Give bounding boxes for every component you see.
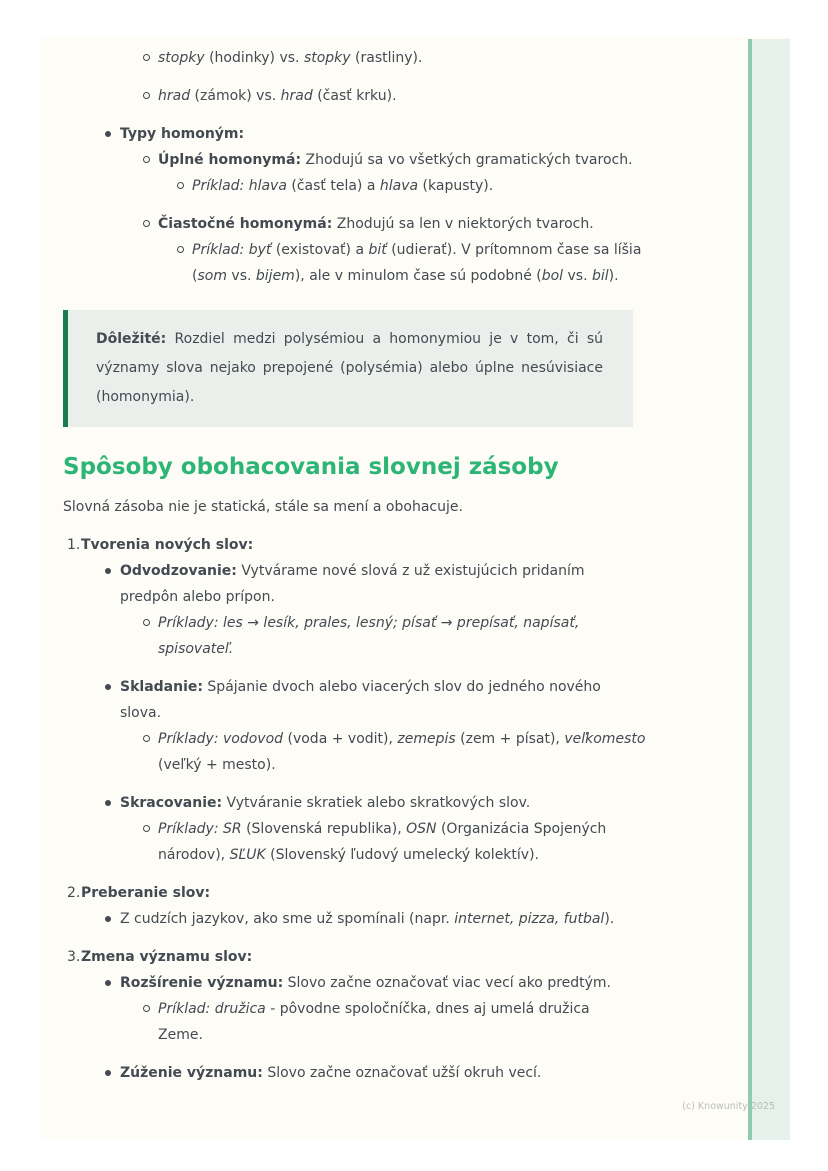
text-run: Zmena významu slov:: [81, 949, 253, 965]
text-run: Spájanie dvoch alebo viacerých slov do jedného nového: [202, 679, 601, 695]
list-item-text: [81, 537, 253, 553]
text-run: bol: [541, 268, 564, 284]
text-run: Príklad: hlava: [192, 178, 287, 194]
text-run: bil: [592, 268, 609, 284]
text-run: (existovať) a: [271, 242, 369, 258]
list-item: [63, 558, 710, 610]
bullet-circle-icon: [143, 816, 150, 832]
text-run: SĽUK: [229, 847, 266, 863]
list-item: [63, 45, 710, 71]
list-item-text: [158, 821, 606, 863]
bullet-disc-icon: [105, 558, 111, 574]
list-item-text: [120, 975, 611, 991]
list-item: [63, 211, 710, 237]
list-item-text: [158, 216, 594, 232]
text-run: Úplné homonymá:: [158, 152, 302, 168]
text-run: bijem: [255, 268, 295, 284]
list-item: [63, 880, 710, 906]
list-item: [63, 726, 710, 778]
list-item: [63, 147, 710, 173]
text-run: Preberanie slov:: [81, 885, 211, 901]
bullet-circle-icon: [143, 726, 150, 742]
text-run: Rozšírenie významu:: [120, 975, 284, 991]
list-item-text: [120, 563, 585, 605]
list-item: [63, 906, 710, 932]
list-item-text: [120, 795, 530, 811]
text-run: Vytvárame nové slová z už existujúcich pridaním: [236, 563, 585, 579]
text-run: (zámok) vs.: [190, 88, 281, 104]
text-run: Príklad: byť: [192, 242, 272, 258]
text-run: hlava: [379, 178, 419, 194]
text-run: Zeme.: [158, 1027, 203, 1043]
text-run: Príklady: les → lesík, prales, lesný; písať → prepísať, napísať,: [158, 615, 580, 631]
document-content: [40, 37, 790, 1140]
list-item: [63, 121, 710, 147]
list-item-text: [120, 126, 244, 142]
list-item-text: [158, 50, 422, 66]
text-run: (Slovenská republika),: [241, 821, 407, 837]
list-item-text: [158, 615, 579, 657]
text-run: veľkomesto: [564, 731, 646, 747]
list-item-text: [81, 949, 252, 965]
list-item: [63, 532, 710, 558]
text-run: slova.: [120, 705, 162, 721]
text-run: Typy homoným:: [120, 126, 245, 142]
text-run: vs.: [226, 268, 256, 284]
bullet-circle-icon: [143, 147, 150, 163]
text-run: Zúženie významu:: [120, 1065, 263, 1081]
list-item-text: [158, 1001, 590, 1043]
paragraph: [63, 494, 710, 520]
bullet-disc-icon: [105, 121, 111, 137]
list-item: [63, 996, 710, 1048]
text-run: Rozdiel medzi polysémiou a homonymiou je v tom, či sú významy slova nejako prepojené (polysémia) alebo úplne nesúvisiace (homonymia).: [96, 331, 603, 405]
bullet-circle-icon: [143, 45, 150, 61]
text-run: Skracovanie:: [120, 795, 223, 811]
bullet-circle-icon: [143, 610, 150, 626]
text-run: hrad: [158, 88, 191, 104]
text-run: (voda + vodit),: [283, 731, 398, 747]
text-run: Čiastočné homonymá:: [158, 216, 333, 232]
text-run: (hodinky) vs.: [204, 50, 304, 66]
text-run: ), ale v minulom čase sú podobné (: [294, 268, 542, 284]
text-run: spisovateľ.: [158, 641, 234, 657]
list-block: [63, 45, 710, 289]
bullet-circle-icon: [177, 173, 184, 189]
bullet-disc-icon: [105, 674, 111, 690]
text-run: Vytváranie skratiek alebo skratkových slov.: [222, 795, 531, 811]
text-run: Slovo začne označovať viac vecí ako predtým.: [283, 975, 612, 991]
text-run: Dôležité:: [96, 331, 167, 347]
list-item: [63, 674, 710, 726]
list-item: [63, 790, 710, 816]
text-run: (veľký + mesto).: [158, 757, 276, 773]
list-item: [63, 816, 710, 868]
bullet-circle-icon: [177, 237, 184, 253]
text-run: biť: [368, 242, 387, 258]
text-run: som: [197, 268, 227, 284]
text-run: (rastliny).: [350, 50, 423, 66]
text-run: stopky: [303, 50, 351, 66]
list-item: [63, 237, 710, 289]
list-item-text: [120, 1065, 541, 1081]
text-run: Zhodujú sa vo všetkých gramatických tvaroch.: [301, 152, 633, 168]
footer-credit: (c) Knowunity 2025: [682, 1101, 775, 1112]
bullet-disc-icon: [105, 970, 111, 986]
list-item-text: [158, 152, 633, 168]
text-run: (: [192, 268, 198, 284]
text-run: Príklad: družica: [158, 1001, 266, 1017]
text-run: internet, pizza, futbal: [454, 911, 605, 927]
text-run: (udierať). V prítomnom čase sa líšia: [386, 242, 642, 258]
list-item-text: [192, 242, 641, 284]
bullet-disc-icon: [105, 790, 111, 806]
text-run: Príklady: vodovod: [158, 731, 284, 747]
text-run: stopky: [158, 50, 205, 66]
text-run: Slovná zásoba nie je statická, stále sa mení a obohacuje.: [63, 499, 463, 515]
list-item: [63, 970, 710, 996]
list-number: 2.: [67, 885, 81, 901]
section-heading: Spôsoby obohacovania slovnej zásoby: [63, 454, 559, 480]
list-item-text: [158, 88, 397, 104]
list-item: [63, 1060, 710, 1086]
list-item-text: [120, 679, 601, 721]
list-item: [63, 944, 710, 970]
bullet-circle-icon: [143, 996, 150, 1012]
list-item: [63, 173, 710, 199]
text-run: ).: [608, 268, 619, 284]
list-item: [63, 610, 710, 662]
text-run: vs.: [563, 268, 592, 284]
list-number: 1.: [67, 537, 81, 553]
text-run: OSN: [406, 821, 437, 837]
text-run: (Slovenský ľudový umelecký kolektív).: [265, 847, 539, 863]
text-run: Príklady: SR: [158, 821, 242, 837]
text-run: Zhodujú sa len v niektorých tvaroch.: [332, 216, 594, 232]
text-run: národov),: [158, 847, 230, 863]
text-run: (zem + písat),: [455, 731, 565, 747]
bullet-circle-icon: [143, 83, 150, 99]
text-run: (Organizácia Spojených: [436, 821, 607, 837]
important-callout: [63, 310, 633, 427]
text-run: ).: [604, 911, 615, 927]
text-run: zemepis: [397, 731, 456, 747]
text-run: - pôvodne spoločníčka, dnes aj umelá družica: [265, 1001, 590, 1017]
text-run: (časť krku).: [312, 88, 397, 104]
list-item: [63, 83, 710, 109]
list-block: [63, 532, 710, 1086]
bullet-circle-icon: [143, 211, 150, 227]
document-page: [40, 37, 790, 1140]
bullet-disc-icon: [105, 906, 111, 922]
text-run: hrad: [280, 88, 313, 104]
bullet-disc-icon: [105, 1060, 111, 1076]
text-run: (kapusty).: [418, 178, 494, 194]
text-run: Tvorenia nových slov:: [81, 537, 254, 553]
text-run: Slovo začne označovať užší okruh vecí.: [262, 1065, 542, 1081]
list-item-text: [158, 731, 645, 773]
list-item-text: [120, 911, 614, 927]
text-run: predpôn alebo prípon.: [120, 589, 275, 605]
list-number: 3.: [67, 949, 81, 965]
text-run: (časť tela) a: [286, 178, 380, 194]
text-run: Skladanie:: [120, 679, 203, 695]
list-item-text: [81, 885, 210, 901]
list-item-text: [192, 178, 493, 194]
text-run: Odvodzovanie:: [120, 563, 237, 579]
text-run: Z cudzích jazykov, ako sme už spomínali (napr.: [120, 911, 455, 927]
